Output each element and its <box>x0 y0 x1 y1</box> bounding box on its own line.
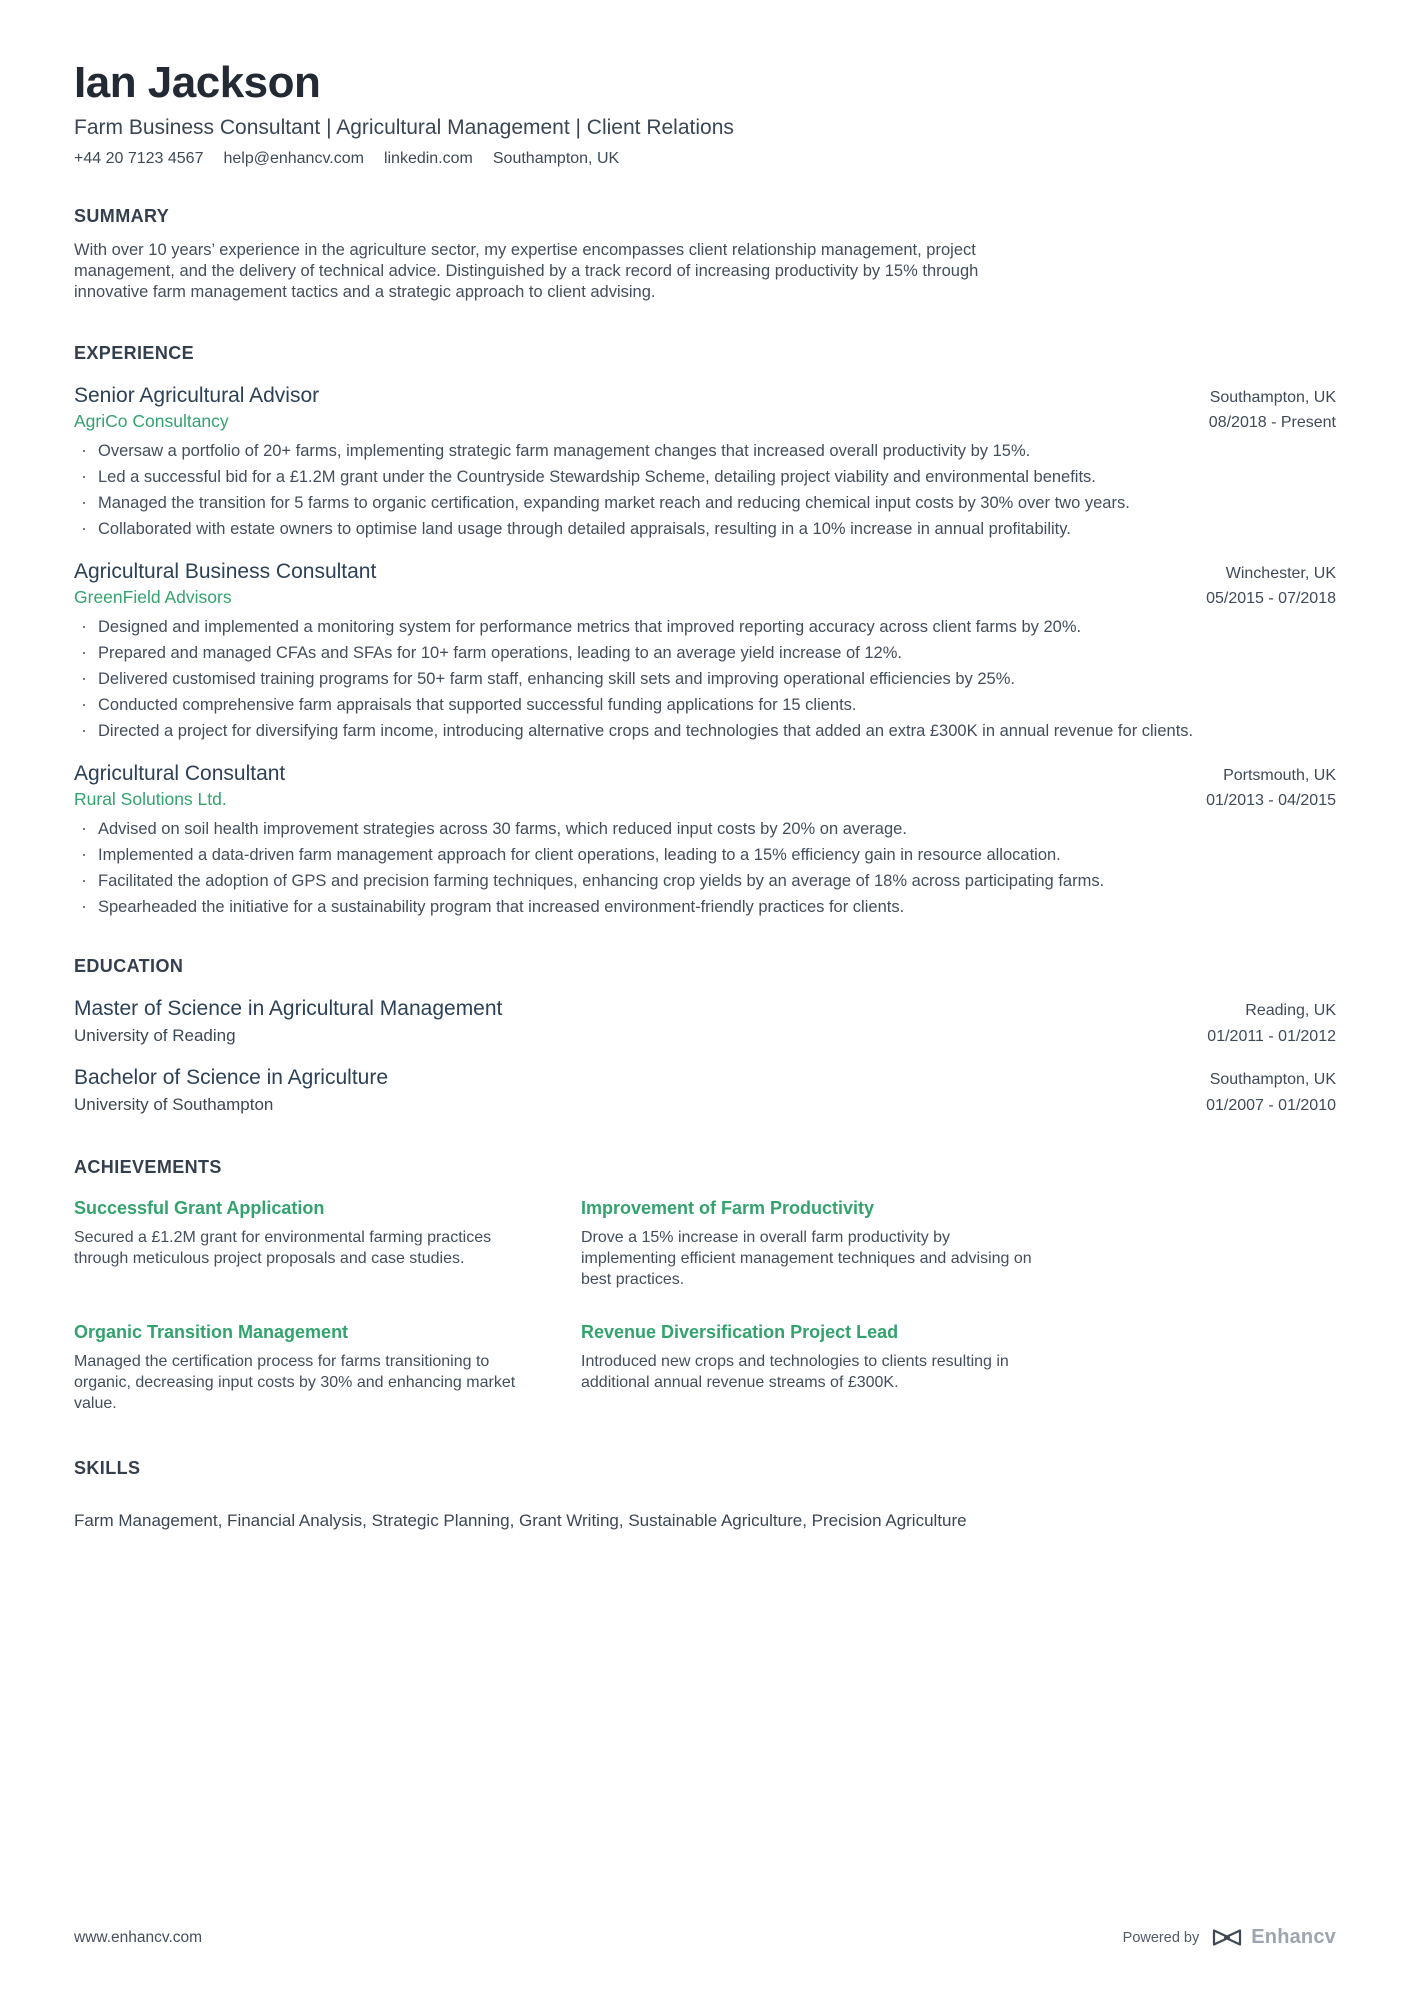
job-location: Portsmouth, UK <box>1223 766 1336 784</box>
achievement-item <box>581 1198 1044 1290</box>
education-entry <box>74 997 1336 1046</box>
degree-dates: 01/2007 - 01/2010 <box>1206 1096 1336 1114</box>
experience-entry <box>74 762 1336 918</box>
achievement-title: Successful Grant Application <box>74 1197 325 1218</box>
bullet-item: · Spearheaded the initiative for a sustainability program that increased environment-friendly practices for clients. <box>74 897 1336 918</box>
phone-number: +44 20 7123 4567 <box>74 149 204 167</box>
bullet-item: · Designed and implemented a monitoring system for performance metrics that improved reporting accuracy across client farms by 20%. <box>74 617 1336 638</box>
job-location: Winchester, UK <box>1225 564 1336 582</box>
bullet-item: · Managed the transition for 5 farms to organic certification, expanding market reach and reducing chemical input costs by 30% over two years. <box>74 493 1336 514</box>
enhancv-brand-name: Enhancv <box>1251 1926 1336 1948</box>
company-name: AgriCo Consultancy <box>74 410 229 431</box>
job-title: Senior Agricultural Advisor <box>74 383 320 407</box>
bullet-item: · Oversaw a portfolio of 20+ farms, implementing strategic farm management changes that increased overall productivity by 15%. <box>74 441 1336 462</box>
degree-location: Reading, UK <box>1245 1001 1336 1019</box>
education-heading: EDUCATION <box>74 955 184 976</box>
linkedin-link[interactable]: linkedin.com <box>383 149 473 167</box>
contact-row <box>74 150 1336 168</box>
job-bullets <box>74 819 1336 918</box>
job-location: Southampton, UK <box>1209 388 1336 406</box>
bullet-item: · Delivered customised training programs for 50+ farm staff, enhancing skill sets and improving operational efficiencies by 25%. <box>74 669 1336 690</box>
achievement-title: Improvement of Farm Productivity <box>581 1197 875 1218</box>
skills-list: Farm Management, Financial Analysis, Strategic Planning, Grant Writing, Sustainable Agriculture, Precision Agriculture <box>74 1510 967 1530</box>
headline: Farm Business Consultant | Agricultural Management | Client Relations <box>74 115 734 139</box>
job-bullets <box>74 441 1336 540</box>
school-name: University of Southampton <box>74 1094 274 1114</box>
education-section <box>74 956 1336 1115</box>
job-dates: 01/2013 - 04/2015 <box>1206 791 1336 809</box>
achievement-item <box>74 1198 537 1290</box>
experience-heading: EXPERIENCE <box>74 342 195 363</box>
bullet-item: · Led a successful bid for a £1.2M grant under the Countryside Stewardship Scheme, detailing project viability and environmental benefits. <box>74 467 1336 488</box>
company-name: GreenField Advisors <box>74 586 232 607</box>
achievement-text: Drove a 15% increase in overall farm productivity by implementing efficient management techniques and advising on best practices. <box>581 1228 1032 1288</box>
achievement-text: Introduced new crops and technologies to clients resulting in additional annual revenue streams of £300K. <box>581 1352 1009 1391</box>
summary-text: With over 10 years’ experience in the agriculture sector, my expertise encompasses client relationship management, project management, and the delivery of technical advice. Distinguished by a track record of increasing productivity by 15% through innovative farm management tactics and a strategic approach to client advising. <box>74 240 979 301</box>
bullet-item: · Conducted comprehensive farm appraisals that supported successful funding applications for 15 clients. <box>74 695 1336 716</box>
job-dates: 05/2015 - 07/2018 <box>1206 589 1336 607</box>
enhancv-brand-link[interactable] <box>1211 1926 1336 1949</box>
job-title: Agricultural Business Consultant <box>74 559 377 583</box>
achievement-title: Organic Transition Management <box>74 1321 349 1342</box>
experience-entry <box>74 560 1336 742</box>
bullet-item: · Collaborated with estate owners to optimise land usage through detailed appraisals, resulting in a 10% increase in annual profitability. <box>74 519 1336 540</box>
job-bullets <box>74 617 1336 742</box>
candidate-name: Ian Jackson <box>74 58 321 107</box>
achievement-item <box>581 1322 1044 1414</box>
skills-section <box>74 1458 1336 1531</box>
bullet-item: · Directed a project for diversifying farm income, introducing alternative crops and technologies that added an extra £300K in annual revenue for clients. <box>74 721 1336 742</box>
degree-title: Master of Science in Agricultural Management <box>74 996 503 1020</box>
powered-by-label: Powered by <box>1122 1929 1200 1946</box>
education-entry <box>74 1066 1336 1115</box>
summary-section <box>74 206 1336 303</box>
achievements-heading: ACHIEVEMENTS <box>74 1156 222 1177</box>
degree-title: Bachelor of Science in Agriculture <box>74 1065 389 1089</box>
page-footer <box>74 1926 1336 1949</box>
email-link[interactable]: help@enhancv.com <box>223 149 364 167</box>
achievement-title: Revenue Diversification Project Lead <box>581 1321 899 1342</box>
company-name: Rural Solutions Ltd. <box>74 788 227 809</box>
enhancv-url-link[interactable]: www.enhancv.com <box>74 1928 203 1946</box>
skills-heading: SKILLS <box>74 1457 141 1478</box>
job-dates: 08/2018 - Present <box>1208 413 1336 431</box>
achievement-item <box>74 1322 537 1414</box>
experience-section <box>74 343 1336 918</box>
bullet-item: · Advised on soil health improvement strategies across 30 farms, which reduced input costs by 20% on average. <box>74 819 1336 840</box>
resume-header <box>74 58 1336 168</box>
achievement-text: Managed the certification process for farms transitioning to organic, decreasing input costs by 30% and enhancing market value. <box>74 1352 516 1412</box>
powered-by-block <box>1123 1926 1336 1949</box>
degree-dates: 01/2011 - 01/2012 <box>1207 1027 1336 1045</box>
bullet-item: · Implemented a data-driven farm management approach for client operations, leading to a 15% efficiency gain in resource allocation. <box>74 845 1336 866</box>
achievements-grid <box>74 1198 1336 1414</box>
bullet-item: · Facilitated the adoption of GPS and precision farming techniques, enhancing crop yields by an average of 18% across participating farms. <box>74 871 1336 892</box>
school-name: University of Reading <box>74 1025 236 1045</box>
summary-heading: SUMMARY <box>74 205 170 226</box>
bullet-item: · Prepared and managed CFAs and SFAs for 10+ farm operations, leading to an average yield increase of 12%. <box>74 643 1336 664</box>
achievements-section <box>74 1157 1336 1414</box>
degree-location: Southampton, UK <box>1209 1070 1336 1088</box>
experience-entry <box>74 384 1336 540</box>
achievement-text: Secured a £1.2M grant for environmental farming practices through meticulous project proposals and case studies. <box>74 1228 492 1267</box>
job-title: Agricultural Consultant <box>74 761 286 785</box>
location-text: Southampton, UK <box>492 149 620 167</box>
enhancv-logo-icon <box>1211 1928 1243 1947</box>
